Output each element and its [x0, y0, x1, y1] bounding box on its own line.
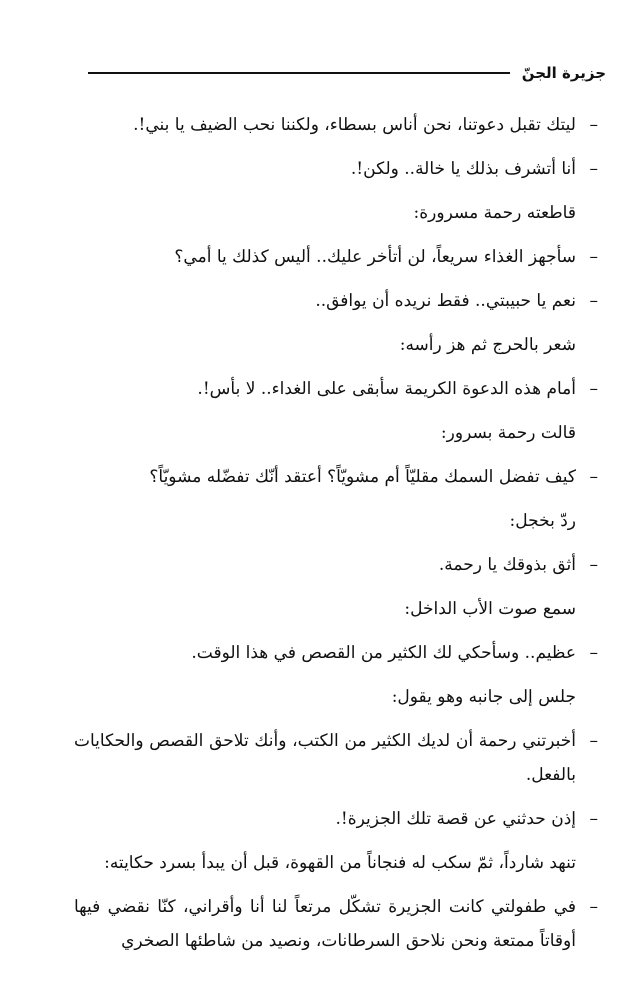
dialogue-dash: –	[589, 643, 598, 663]
paragraph-text: جلس إلى جانبه وهو يقول:	[391, 687, 576, 707]
dialogue-dash: –	[589, 379, 598, 399]
paragraph-text: إذن حدثني عن قصة تلك الجزيرة!.	[335, 809, 576, 829]
dialogue-dash: –	[589, 555, 598, 575]
paragraph-text: كيف تفضل السمك مقليّاً أم مشويّاً؟ أعتقد أنّك تفضّله مشويّاً؟	[149, 467, 576, 487]
dialogue-dash: –	[589, 115, 598, 135]
dialogue-line	[74, 372, 598, 406]
paragraph-text: شعر بالحرج ثم هز رأسه:	[399, 335, 576, 355]
dialogue-dash: –	[589, 247, 598, 267]
narration-line	[74, 680, 598, 714]
running-header	[88, 58, 606, 88]
paragraph-text: ليتك تقبل دعوتنا، نحن أناس بسطاء، ولكننا نحب الضيف يا بني!.	[133, 115, 576, 135]
dialogue-line	[74, 802, 598, 836]
paragraph-text: قالت رحمة بسرور:	[440, 423, 576, 443]
narration-line	[74, 416, 598, 450]
dialogue-line	[74, 460, 598, 494]
dialogue-line	[74, 636, 598, 670]
dialogue-dash: –	[589, 897, 598, 917]
dialogue-line	[74, 548, 598, 582]
paragraph-text: أمام هذه الدعوة الكريمة سأبقى على الغداء.. لا بأس!.	[197, 379, 576, 399]
dialogue-dash: –	[589, 159, 598, 179]
dialogue-dash: –	[589, 291, 598, 311]
paragraph-text: سمع صوت الأب الداخل:	[404, 599, 576, 619]
book-title: جزيرة الجنّ	[521, 64, 606, 82]
dialogue-line	[74, 284, 598, 318]
narration-line	[74, 328, 598, 362]
dialogue-line	[74, 152, 598, 186]
paragraph-text: تنهد شارداً، ثمّ سكب له فنجاناً من القهوة، قبل أن يبدأ بسرد حكايته:	[104, 853, 576, 873]
header-rule	[88, 72, 510, 74]
paragraph-text: أنا أتشرف بذلك يا خالة.. ولكن!.	[350, 159, 576, 179]
dialogue-line	[74, 724, 598, 792]
dialogue-line	[74, 240, 598, 274]
dialogue-dash: –	[589, 731, 598, 751]
dialogue-line	[74, 108, 598, 142]
narration-line	[74, 504, 598, 538]
paragraph-text: أثق بذوقك يا رحمة.	[438, 555, 576, 575]
paragraph-text: ردّ بخجل:	[509, 511, 576, 531]
paragraph-text: عظيم.. وسأحكي لك الكثير من القصص في هذا الوقت.	[191, 643, 576, 663]
dialogue-dash: –	[589, 809, 598, 829]
paragraph-text: سأجهز الغذاء سريعاً، لن أتأخر عليك.. أليس كذلك يا أمي؟	[174, 247, 576, 267]
body-text	[74, 108, 598, 964]
dialogue-dash: –	[589, 467, 598, 487]
dialogue-line	[74, 890, 598, 958]
paragraph-text: في طفولتي كانت الجزيرة تشكّل مرتعاً لنا أنا وأقراني، كنّا نقضي فيها أوقاتاً ممتعة ونحن نلاحق السرطانات، ونصيد من شاطئها الصخري	[74, 897, 576, 951]
paragraph-text: نعم يا حبيبتي.. فقط نريده أن يوافق..	[315, 291, 576, 311]
narration-line	[74, 196, 598, 230]
narration-line	[74, 592, 598, 626]
paragraph-text: أخبرتني رحمة أن لديك الكثير من الكتب، وأنك تلاحق القصص والحكايات بالفعل.	[74, 731, 576, 785]
narration-line	[74, 846, 598, 880]
paragraph-text: قاطعته رحمة مسرورة:	[413, 203, 576, 223]
